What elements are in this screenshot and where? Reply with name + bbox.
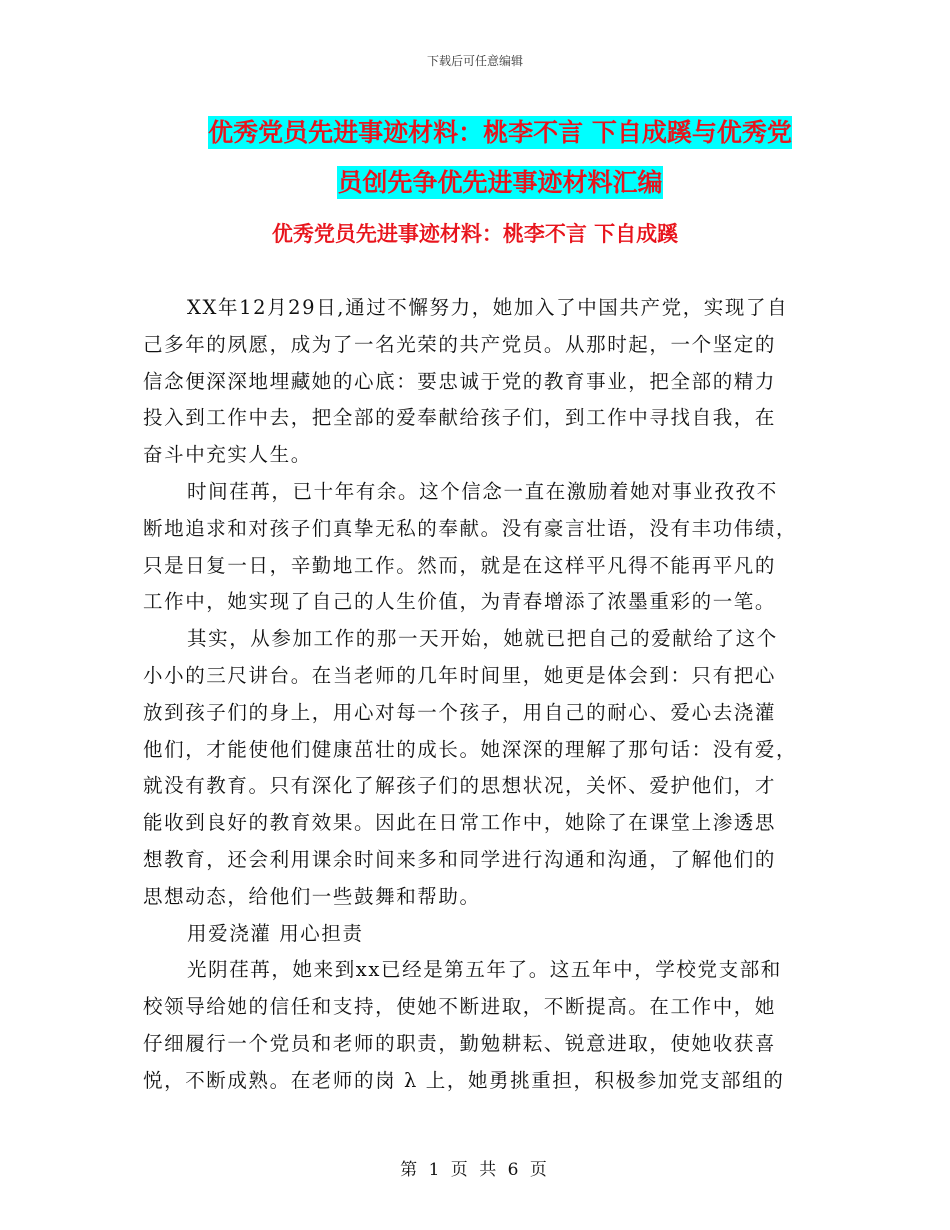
page-number: 第 1 页 共 6 页: [400, 1160, 550, 1180]
body-line: 就没有教育。只有深化了解孩子们的思想状况，关怀、爱护他们，才: [143, 774, 777, 798]
document-title-line-1: 优秀党员先进事迹材料：桃李不言 下自成蹊与优秀党: [208, 118, 792, 147]
page-header-note: 下载后可任意编辑: [426, 54, 523, 68]
section-title: 优秀党员先进事迹材料：桃李不言 下自成蹊: [271, 222, 679, 246]
document-title: [140, 108, 860, 208]
body-line: 奋斗中充实人生。: [143, 443, 312, 467]
body-line: XX年12月29日,通过不懈努力，她加入了中国共产党，实现了自: [187, 296, 789, 319]
body-line: 校领导给她的信任和支持，使她不断进取，不断提高。在工作中，她: [143, 995, 777, 1019]
body-line: 思想动态，给他们一些鼓舞和帮助。: [143, 884, 481, 908]
body-line: 断地追求和对孩子们真挚无私的奉献。没有豪言壮语，没有丰功伟绩，: [143, 516, 798, 540]
body-line: 小小的三尺讲台。在当老师的几年时间里，她更是体会到：只有把心: [143, 663, 777, 687]
body-line: 只是日复一日，辛勤地工作。然而，就是在这样平凡得不能再平凡的: [143, 553, 777, 577]
body-line: 己多年的夙愿，成为了一名光荣的共产党员。从那时起，一个坚定的: [143, 332, 777, 356]
body-line: 能收到良好的教育效果。因此在日常工作中，她除了在课堂上渗透思: [143, 811, 777, 835]
body-line: 想教育，还会利用课余时间来多和同学进行沟通和沟通，了解他们的: [143, 847, 777, 871]
body-line: 其实，从参加工作的那一天开始，她就已把自己的爱献给了这个: [187, 627, 778, 651]
body-line: 投入到工作中去，把全部的爱奉献给孩子们，到工作中寻找自我，在: [143, 406, 777, 430]
body-line: 仔细履行一个党员和老师的职责，勤勉耕耘、锐意进取，使她收获喜: [143, 1031, 777, 1055]
body-line: 工作中，她实现了自己的人生价值，为青春增添了浓墨重彩的一笔。: [143, 590, 777, 614]
document-body: [143, 290, 807, 1100]
body-line: 信念便深深地埋藏她的心底：要忠诚于党的教育事业，把全部的精力: [143, 369, 777, 393]
subheading: 用爱浇灌 用心担责: [187, 921, 364, 945]
document-title-line-2: 员创先争优先进事迹材料汇编: [337, 168, 663, 197]
body-line: 放到孩子们的身上，用心对每一个孩子，用自己的耐心、爱心去浇灌: [143, 700, 777, 724]
body-line: 光阴荏苒，她来到xx已经是第五年了。这五年中，学校党支部和: [187, 958, 782, 982]
body-line: 时间荏苒，已十年有余。这个信念一直在激励着她对事业孜孜不: [187, 479, 778, 503]
body-line: 悦，不断成熟。在老师的岗 λ 上，她勇挑重担，积极参加党支部组的: [143, 1068, 785, 1092]
body-line: 他们，才能使他们健康茁壮的成长。她深深的理解了那句话：没有爱，: [143, 737, 798, 761]
